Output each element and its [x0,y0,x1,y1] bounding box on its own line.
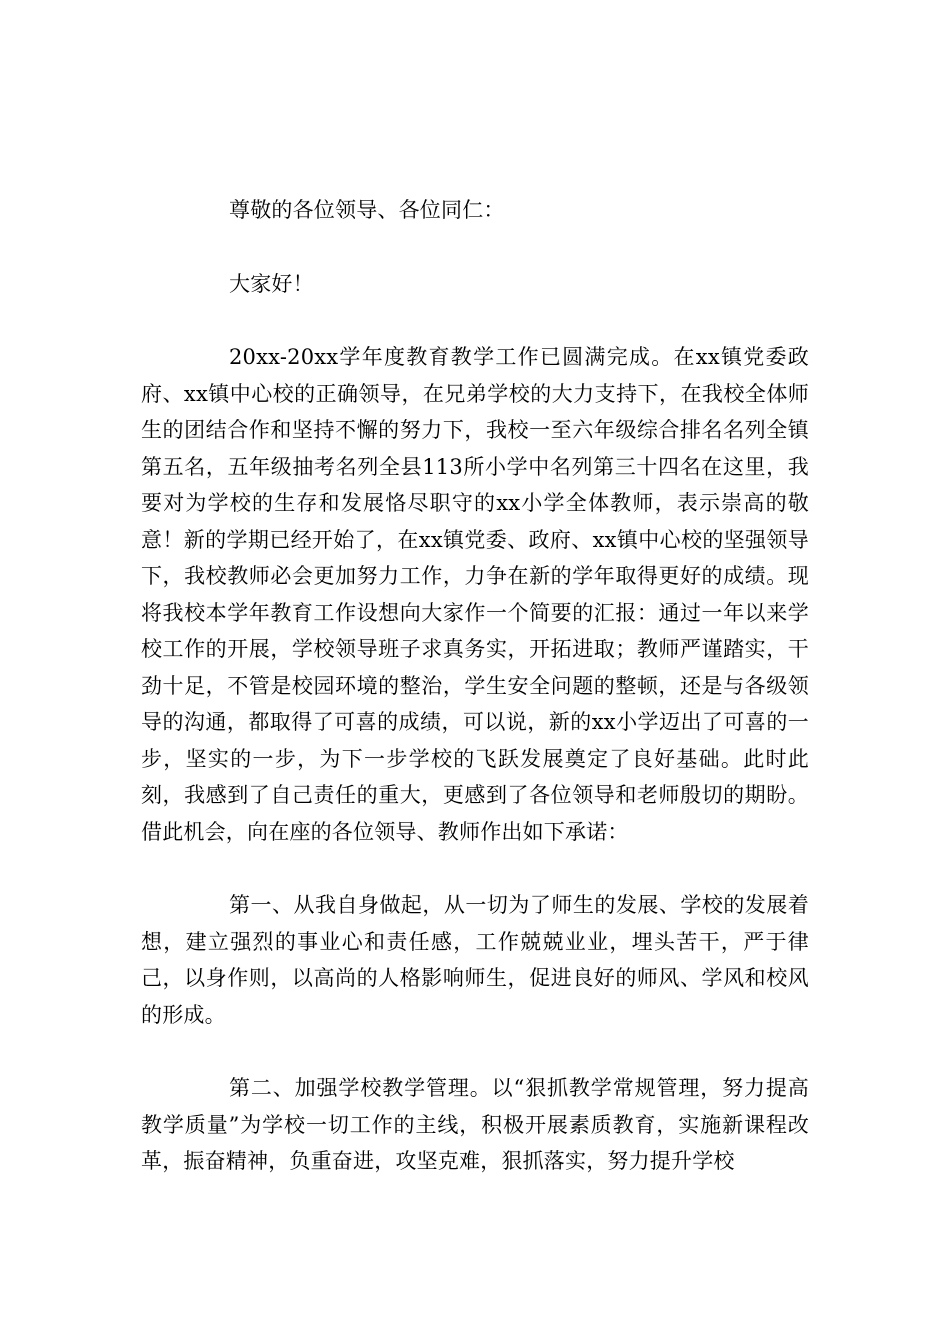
document-body [141,192,809,1180]
paragraph-first-commitment: 第一、从我自身做起，从一切为了师生的发展、学校的发展着想，建立强烈的事业心和责任感，工作兢兢业业，埋头苦干，严于律己，以身作则，以高尚的人格影响师生，促进良好的师风、学风和校风的形成。 [141,893,809,1027]
paragraph-intro: 20xx-20xx学年度教育教学工作已圆满完成。在xx镇党委政府、xx镇中心校的正确领导，在兄弟学校的大力支持下，在我校全体师生的团结合作和坚持不懈的努力下，我校一至六年级综合排名名列全镇第五名，五年级抽考名列全县113所小学中名列第三十四名在这里，我要对为学校的生存和发展恪尽职守的xx小学全体教师，表示崇高的敬意！新的学期已经开始了，在xx镇党委、政府、xx镇中心校的坚强领导下，我校教师必会更加努力工作，力争在新的学年取得更好的成绩。现将我校本学年教育工作设想向大家作一个简要的汇报：通过一年以来学校工作的开展，学校领导班子求真务实，开拓进取；教师严谨踏实，干劲十足，不管是校园环境的整治，学生安全问题的整顿，还是与各级领导的沟通，都取得了可喜的成绩，可以说，新的xx小学迈出了可喜的一步，坚实的一步，为下一步学校的飞跃发展奠定了良好基础。此时此刻，我感到了自己责任的重大，更感到了各位领导和老师殷切的期盼。借此机会，向在座的各位领导、教师作出如下承诺： [141,345,809,844]
paragraph-second-commitment: 第二、加强学校教学管理。以“狠抓教学常规管理，努力提高教学质量”为学校一切工作的主线，积极开展素质教育，实施新课程改革，振奋精神，负重奋进，攻坚克难，狠抓落实，努力提升学校 [141,1076,809,1173]
greeting: 大家好！ [229,271,314,296]
salutation: 尊敬的各位领导、各位同仁： [229,198,505,222]
